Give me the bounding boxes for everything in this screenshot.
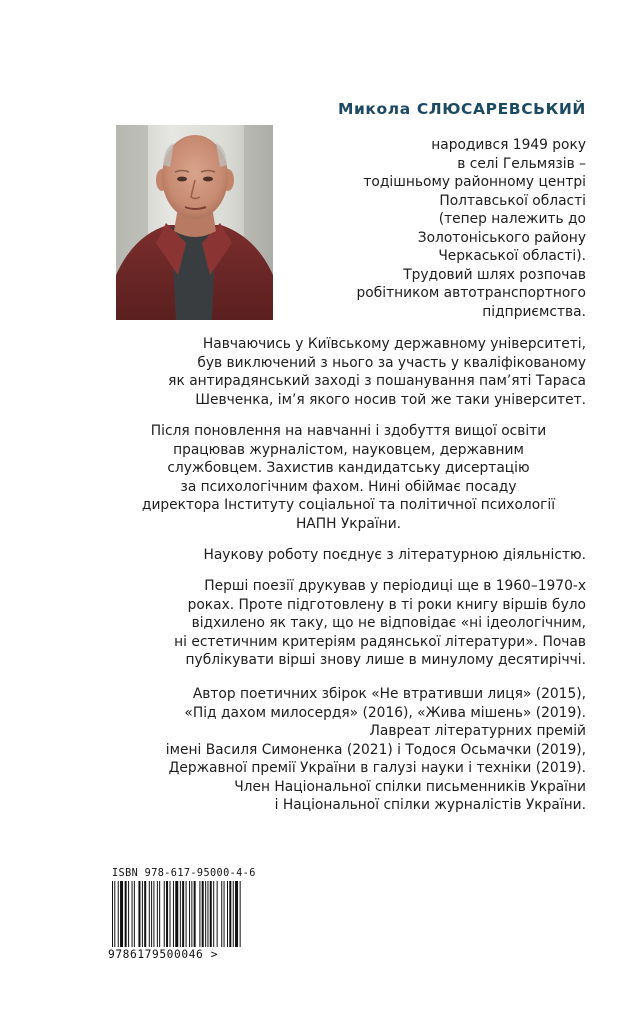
biography-paragraph-poetry: Перші поезії друкував у періодиці ще в 1960–1970-х роках. Проте підготовлену в ті роки книгу віршів було відхилено як таку, що не відповідає «ні ідеологічним, ні естетичним критеріям радянської літератури». Почав публікувати вірші знову лише в минулому десятиріччі.	[174, 578, 586, 668]
author-first-name: Микола	[337, 100, 411, 118]
isbn-barcode	[112, 881, 243, 947]
biography-paragraph-career: Після поновлення на навчанні і здобуття вищої освіти працював журналістом, науковцем, державним службовцем. Захистив кандидатську дисертацію за психологічним фахом. Нині обіймає посаду директора Інституту соціальної та політичної психології НАПН України.	[141, 423, 556, 532]
biography-paragraph-awards: Автор поетичних збірок «Не втративши лиця» (2015), «Під дахом милосердя» (2016), «Жива мішень» (2019). Лавреат літературних премій імені Василя Симоненка (2021) і Тодося Осьмачки (2019), Державної премії України в галузі науки і техніки (2019). Член Національної спілки письменників України і Національної спілки журналістів України.	[165, 686, 586, 813]
biography-paragraph-university: Навчаючись у Київському державному університеті, був виключений з нього за участь у кваліфікованому як антирадянський заході з пошанування пам’яті Тараса Шевченка, ім’я якого носив той же таки університет.	[168, 336, 586, 408]
isbn-label: ISBN 978-617-95000-4-6	[112, 868, 256, 879]
barcode-number: 9786179500046 >	[108, 948, 219, 961]
biography-paragraph-science: Наукову роботу поєднує з літературною діяльністю.	[203, 547, 586, 563]
author-surname: СЛЮСАРЕВСЬКИЙ	[416, 100, 586, 118]
biography-paragraph-birth: народився 1949 року в селі Гельмязів – тодішньому районному центрі Полтавської області (тепер належить до Золотоніського району Черкаської області). Трудовий шлях розпочав робітником автотранспортного підприємства.	[356, 137, 586, 320]
author-photo	[116, 125, 273, 320]
author-name	[0, 100, 586, 118]
